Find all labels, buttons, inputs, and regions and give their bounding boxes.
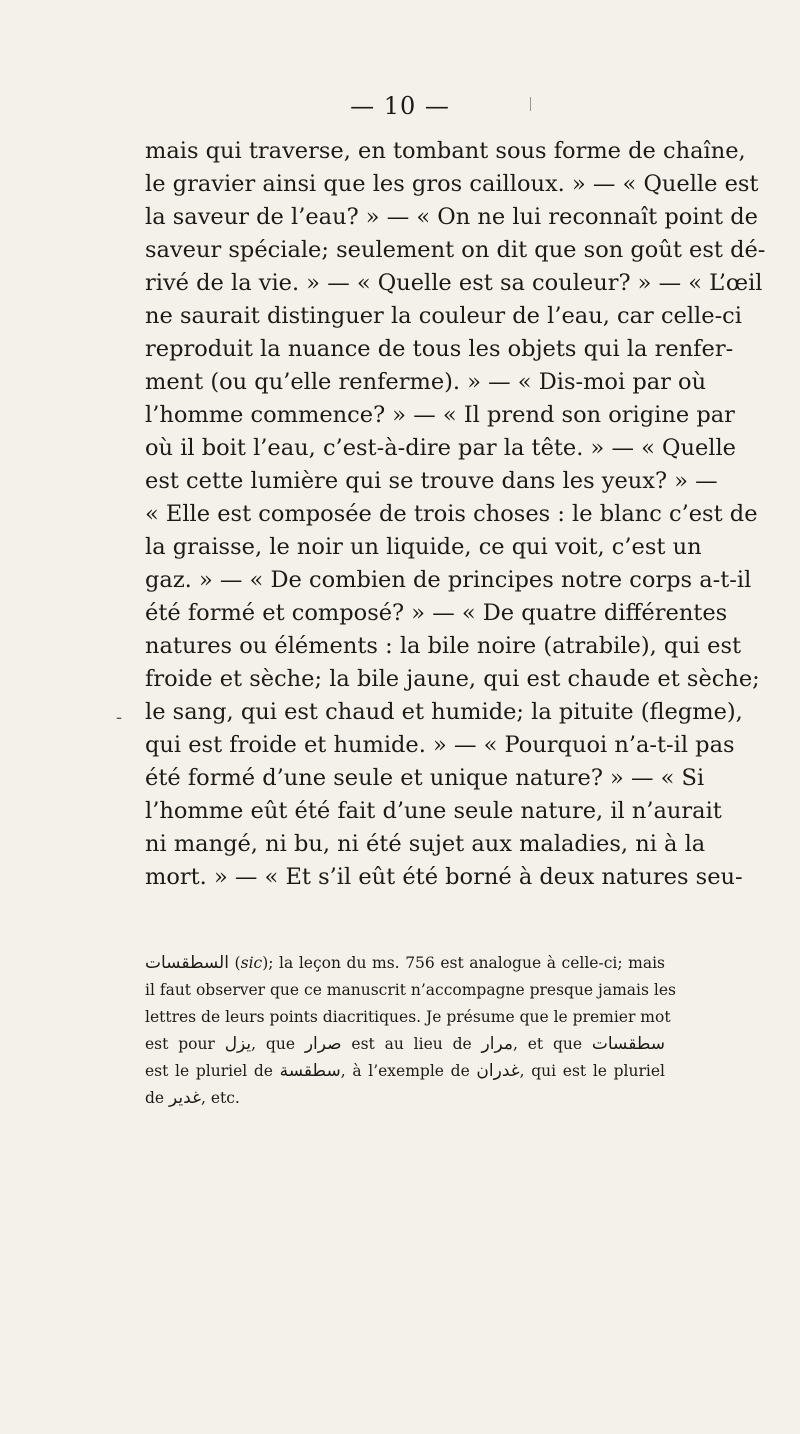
text-line: été formé d’une seule et unique nature? » — « Si — [145, 765, 705, 791]
arabic-word: غدران — [476, 1061, 520, 1081]
footnote-text: ); la leçon du ms. 756 est analogue à celle-ci; mais — [262, 954, 666, 972]
scan-mark — [530, 97, 531, 111]
text-line: mais qui traverse, en tombant sous forme de chaîne, — [145, 138, 746, 164]
footnote-line — [145, 1058, 665, 1085]
arabic-word: سطقسة — [279, 1061, 341, 1081]
text-line: où il boit l’eau, c’est-à-dire par la tête. » — « Quelle — [145, 435, 736, 461]
text-line: ment (ou qu’elle renferme). » — « Dis-moi par où — [145, 369, 707, 395]
text-line: reproduit la nuance de tous les objets qui la renfer- — [145, 336, 734, 362]
footnote-text: ( — [228, 954, 241, 972]
arabic-word: غدير — [169, 1088, 201, 1108]
text-line: la saveur de l’eau? » — « On ne lui reconnaît point de — [145, 204, 758, 230]
text-line: ne saurait distinguer la couleur de l’eau, car celle-ci — [145, 303, 742, 329]
footnote-text: , et que — [512, 1035, 592, 1053]
footnote-line — [145, 950, 665, 977]
text-line: l’homme commence? » — « Il prend son origine par — [145, 402, 735, 428]
footnote-text: , qui est le pluriel — [519, 1062, 665, 1080]
footnote-line — [145, 1085, 665, 1112]
text-line: natures ou éléments : la bile noire (atrabile), qui est — [145, 633, 742, 659]
footnote-line — [145, 1031, 665, 1058]
sic-note: sic — [240, 954, 263, 972]
text-line: la graisse, le noir un liquide, ce qui voit, c’est un — [145, 534, 702, 560]
footnote-text: de — [145, 1089, 170, 1107]
main-text — [145, 135, 766, 894]
arabic-word: سطقسات — [591, 1034, 666, 1054]
arabic-word: صرار — [304, 1034, 342, 1054]
page-number: — 10 — — [350, 92, 450, 120]
margin-mark: - — [116, 707, 123, 728]
arabic-word: السطقسات — [145, 953, 229, 973]
text-line: saveur spéciale; seulement on dit que son goût est dé- — [145, 237, 766, 263]
text-line: ni mangé, ni bu, ni été sujet aux maladies, ni à la — [145, 831, 706, 857]
footnote-text: est pour — [145, 1035, 225, 1053]
arabic-word: يزل — [224, 1034, 252, 1054]
footnote-text: est le pluriel de — [145, 1062, 280, 1080]
text-line: le gravier ainsi que les gros cailloux. » — « Quelle est — [145, 171, 759, 197]
text-line: est cette lumière qui se trouve dans les yeux? » — — [145, 468, 718, 494]
footnote-text: est au lieu de — [341, 1035, 482, 1053]
footnote-text: , etc. — [200, 1089, 240, 1107]
footnote-text: , à l’exemple de — [340, 1062, 477, 1080]
footnote-text: , que — [251, 1035, 305, 1053]
footnote-line: il faut observer que ce manuscrit n’accompagne presque jamais les — [145, 981, 676, 999]
footnote-line: lettres de leurs points diacritiques. Je présume que le premier mot — [145, 1008, 671, 1026]
arabic-word: مرار — [481, 1034, 513, 1054]
text-line: qui est froide et humide. » — « Pourquoi n’a-t-il pas — [145, 732, 735, 758]
text-line: froide et sèche; la bile jaune, qui est chaude et sèche; — [145, 666, 760, 692]
text-line: l’homme eût été fait d’une seule nature, il n’aurait — [145, 798, 722, 824]
text-line: rivé de la vie. » — « Quelle est sa couleur? » — « L’œil — [145, 270, 763, 296]
text-line: gaz. » — « De combien de principes notre corps a-t-il — [145, 567, 752, 593]
footnote — [145, 950, 676, 1112]
text-line: « Elle est composée de trois choses : le blanc c’est de — [145, 501, 758, 527]
text-line: le sang, qui est chaud et humide; la pituite (flegme), — [145, 699, 743, 725]
text-line: mort. » — « Et s’il eût été borné à deux natures seu- — [145, 864, 743, 890]
text-line: été formé et composé? » — « De quatre différentes — [145, 600, 728, 626]
